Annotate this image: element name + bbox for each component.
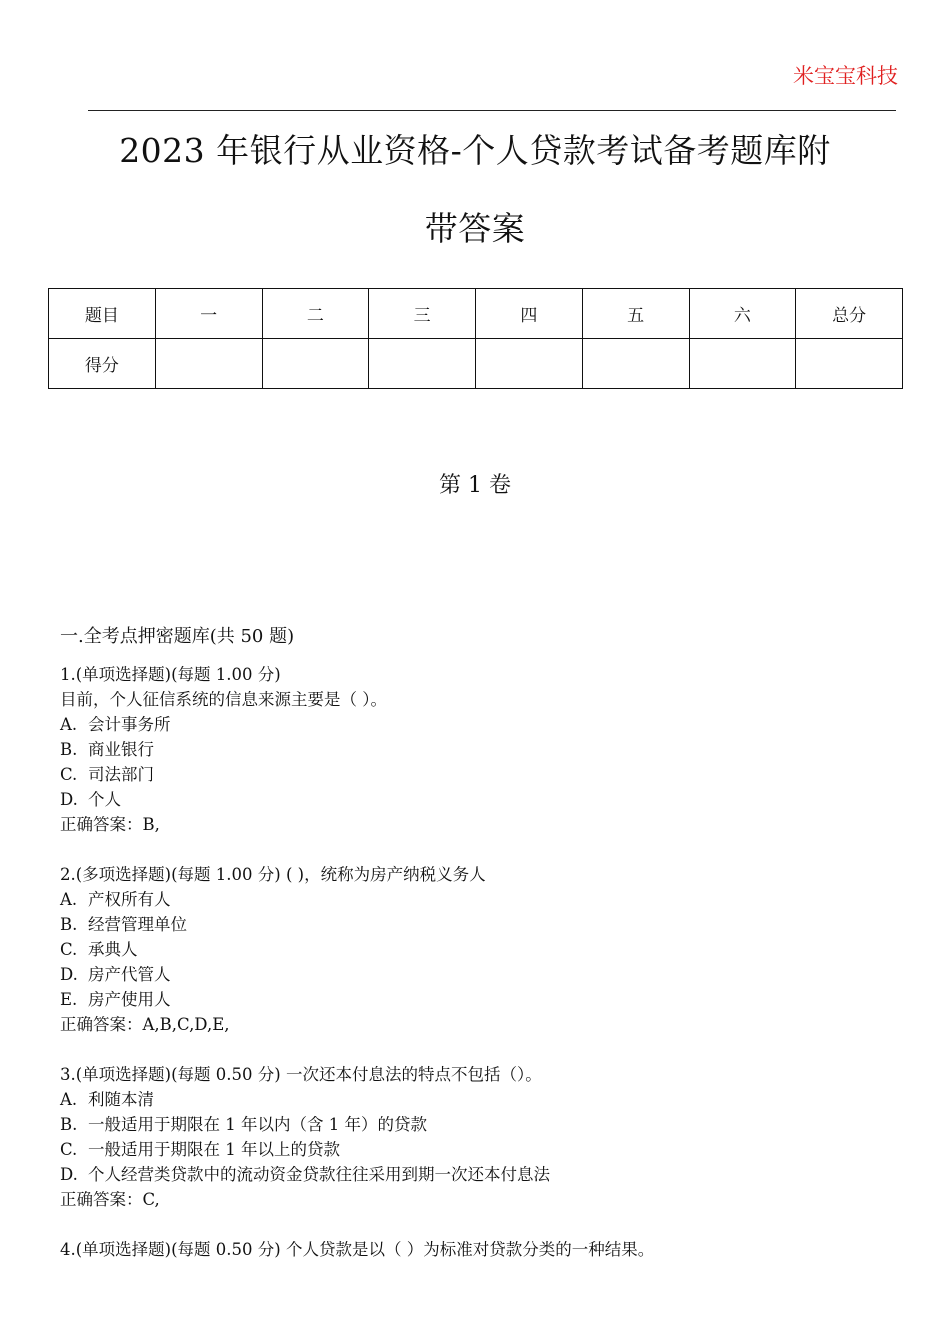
option: [60, 912, 920, 937]
score-header-cell: 四: [476, 289, 583, 339]
answer: 正确答案：A,B,C,D,E,: [60, 1015, 230, 1034]
score-header-cell: 六: [689, 289, 796, 339]
score-row-label: 得分: [49, 339, 156, 389]
question-list: [60, 662, 920, 1287]
option-text: 个人: [88, 790, 121, 809]
question-header: 3.(单项选择题)(每题 0.50 分) 一次还本付息法的特点不包括（）。: [60, 1065, 542, 1084]
option: [60, 1112, 920, 1137]
option: [60, 1087, 920, 1112]
option-text: 个人经营类贷款中的流动资金贷款往往采用到期一次还本付息法: [88, 1165, 550, 1184]
title-line-2: 带答案: [424, 209, 526, 248]
option-letter: B.: [60, 1115, 78, 1134]
score-table: [48, 288, 903, 389]
question-item: [60, 1062, 920, 1212]
option: [60, 737, 920, 762]
option-letter: C.: [60, 765, 78, 784]
option-letter: D.: [60, 790, 78, 809]
score-header-cell: 题目: [49, 289, 156, 339]
score-table-score-row: [49, 339, 903, 389]
option: [60, 787, 920, 812]
answer: 正确答案：B,: [60, 815, 160, 834]
option-text: 承典人: [88, 940, 138, 959]
score-cell: [689, 339, 796, 389]
score-cell: [262, 339, 369, 389]
option-letter: B.: [60, 740, 78, 759]
score-cell: [476, 339, 583, 389]
option: [60, 1162, 920, 1187]
question-stem: 目前，个人征信系统的信息来源主要是（ ）。: [60, 690, 387, 709]
brand-label: 米宝宝科技: [793, 64, 898, 88]
option-letter: A.: [60, 890, 78, 909]
question-item: [60, 662, 920, 837]
option-text: 经营管理单位: [88, 915, 187, 934]
score-cell: [155, 339, 262, 389]
option-letter: C.: [60, 1140, 78, 1159]
option-letter: A.: [60, 1090, 78, 1109]
question-header: 2.(多项选择题)(每题 1.00 分) ( )，统称为房产纳税义务人: [60, 865, 486, 884]
title-line-1: 2023 年银行从业资格-个人贷款考试备考题库附: [119, 131, 831, 170]
document-title: [40, 112, 910, 268]
answer: 正确答案：C,: [60, 1190, 160, 1209]
score-header-cell: 二: [262, 289, 369, 339]
option-text: 利随本清: [88, 1090, 154, 1109]
section-heading: 一.全考点押密题库(共 50 题): [60, 626, 295, 647]
option-text: 会计事务所: [88, 715, 171, 734]
option: [60, 937, 920, 962]
option-letter: E.: [60, 990, 78, 1009]
option-text: 产权所有人: [88, 890, 171, 909]
option: [60, 762, 920, 787]
score-table-header-row: [49, 289, 903, 339]
option: [60, 987, 920, 1012]
option: [60, 1137, 920, 1162]
question-header: 4.(单项选择题)(每题 0.50 分) 个人贷款是以（ ）为标准对贷款分类的一种结果。: [60, 1240, 655, 1259]
option: [60, 712, 920, 737]
option-letter: C.: [60, 940, 78, 959]
score-header-cell: 三: [369, 289, 476, 339]
score-cell: [796, 339, 903, 389]
option-letter: A.: [60, 715, 78, 734]
option-text: 商业银行: [88, 740, 154, 759]
option-letter: B.: [60, 915, 78, 934]
score-header-cell: 五: [582, 289, 689, 339]
option-text: 房产使用人: [88, 990, 171, 1009]
score-cell: [582, 339, 689, 389]
score-cell: [369, 339, 476, 389]
option-text: 一般适用于期限在 1 年以上的贷款: [88, 1140, 340, 1159]
option-letter: D.: [60, 965, 78, 984]
question-header: 1.(单项选择题)(每题 1.00 分): [60, 665, 281, 684]
option-text: 房产代管人: [88, 965, 171, 984]
question-item: [60, 862, 920, 1037]
option: [60, 887, 920, 912]
option-letter: D.: [60, 1165, 78, 1184]
option-text: 一般适用于期限在 1 年以内（含 1 年）的贷款: [88, 1115, 427, 1134]
header-rule: [88, 110, 896, 111]
volume-label: 第 1 卷: [439, 473, 511, 498]
option-text: 司法部门: [88, 765, 154, 784]
score-header-cell: 一: [155, 289, 262, 339]
score-header-cell: 总分: [796, 289, 903, 339]
question-item: [60, 1237, 920, 1262]
option: [60, 962, 920, 987]
